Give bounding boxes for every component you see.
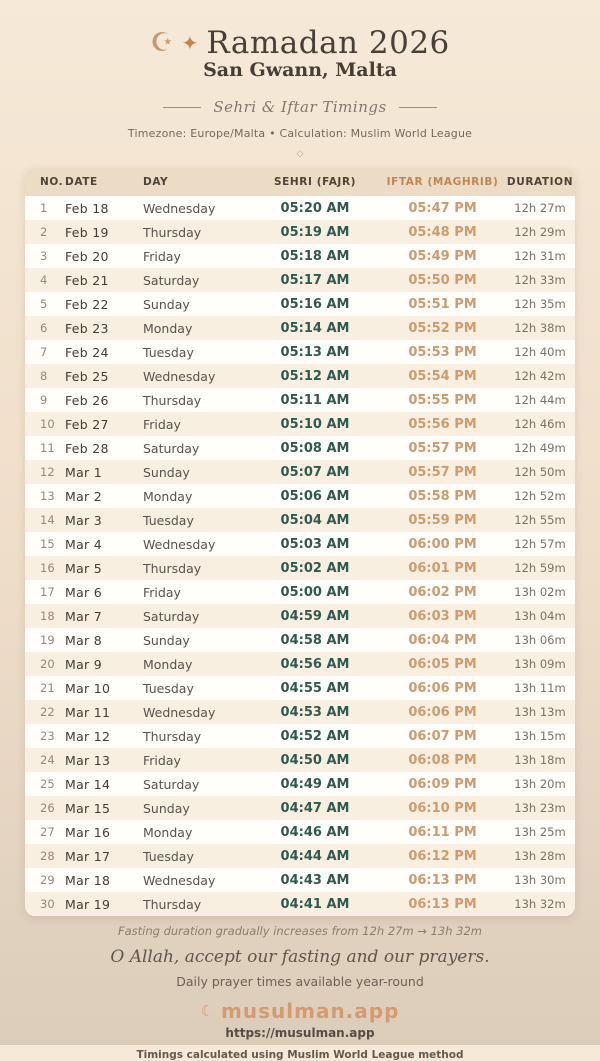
day-cell: Friday xyxy=(143,416,181,432)
date-cell: Mar 15 xyxy=(65,800,111,816)
duration-cell: 13h 18m xyxy=(514,753,566,767)
brand-line xyxy=(0,999,600,1023)
duration-cell: 12h 57m xyxy=(514,537,566,551)
duration-cell: 12h 38m xyxy=(514,321,566,335)
date-cell: Feb 26 xyxy=(65,392,109,408)
sehri-time-cell: 05:03 AM xyxy=(280,536,350,552)
date-cell: Mar 10 xyxy=(65,680,111,696)
row-number: 17 xyxy=(40,585,55,599)
iftar-time-cell: 05:57 PM xyxy=(408,440,477,456)
row-number: 9 xyxy=(40,393,48,407)
iftar-time-cell: 06:02 PM xyxy=(408,584,477,600)
day-cell: Sunday xyxy=(143,296,190,312)
sehri-time-cell: 04:41 AM xyxy=(280,896,350,912)
table-row xyxy=(25,412,575,436)
row-number: 1 xyxy=(40,201,48,215)
table-row xyxy=(25,532,575,556)
iftar-time-cell: 06:03 PM xyxy=(408,608,477,624)
iftar-time-cell: 06:04 PM xyxy=(408,632,477,648)
iftar-time-cell: 05:59 PM xyxy=(408,512,477,528)
date-cell: Feb 25 xyxy=(65,368,109,384)
duration-cell: 12h 46m xyxy=(514,417,566,431)
day-cell: Tuesday xyxy=(143,512,194,528)
day-cell: Monday xyxy=(143,824,193,840)
date-cell: Mar 11 xyxy=(65,704,111,720)
duration-cell: 13h 06m xyxy=(514,633,566,647)
method-note: Timings calculated using Muslim World League method xyxy=(136,1049,464,1061)
divider-right xyxy=(399,107,437,108)
sehri-time-cell: 04:49 AM xyxy=(280,776,350,792)
date-cell: Feb 27 xyxy=(65,416,109,432)
day-cell: Saturday xyxy=(143,608,200,624)
iftar-time-cell: 05:54 PM xyxy=(408,368,477,384)
col-header-day: DAY xyxy=(143,168,250,196)
row-number: 16 xyxy=(40,561,55,575)
day-cell: Friday xyxy=(143,752,181,768)
sehri-time-cell: 04:58 AM xyxy=(280,632,350,648)
row-number: 8 xyxy=(40,369,48,383)
table-row xyxy=(25,604,575,628)
iftar-time-cell: 05:51 PM xyxy=(408,296,477,312)
row-number: 4 xyxy=(40,273,48,287)
duration-cell: 13h 11m xyxy=(514,681,566,695)
crescent-star-icon: ☪ xyxy=(150,28,174,58)
iftar-time-cell: 06:09 PM xyxy=(408,776,477,792)
duration-cell: 13h 30m xyxy=(514,873,566,887)
day-cell: Wednesday xyxy=(143,704,216,720)
day-cell: Monday xyxy=(143,488,193,504)
col-header-duration: DURATION xyxy=(505,168,575,196)
iftar-time-cell: 06:12 PM xyxy=(408,848,477,864)
brand-name: musulman.app xyxy=(221,999,400,1023)
row-number: 20 xyxy=(40,657,55,671)
row-number: 6 xyxy=(40,321,48,335)
sehri-time-cell: 04:59 AM xyxy=(280,608,350,624)
table-row xyxy=(25,628,575,652)
iftar-time-cell: 05:58 PM xyxy=(408,488,477,504)
iftar-time-cell: 06:13 PM xyxy=(408,872,477,888)
table-row xyxy=(25,724,575,748)
iftar-time-cell: 05:56 PM xyxy=(408,416,477,432)
table-row xyxy=(25,244,575,268)
day-cell: Saturday xyxy=(143,440,200,456)
sehri-time-cell: 04:43 AM xyxy=(280,872,350,888)
row-number: 18 xyxy=(40,609,55,623)
date-cell: Mar 17 xyxy=(65,848,111,864)
row-number: 10 xyxy=(40,417,55,431)
table-row xyxy=(25,676,575,700)
duration-cell: 12h 40m xyxy=(514,345,566,359)
sehri-time-cell: 04:56 AM xyxy=(280,656,350,672)
duration-cell: 12h 29m xyxy=(514,225,566,239)
date-cell: Feb 19 xyxy=(65,224,109,240)
duration-cell: 13h 09m xyxy=(514,657,566,671)
iftar-time-cell: 05:57 PM xyxy=(408,464,477,480)
sehri-time-cell: 05:17 AM xyxy=(280,272,350,288)
sehri-time-cell: 05:04 AM xyxy=(280,512,350,528)
iftar-time-cell: 05:55 PM xyxy=(408,392,477,408)
sehri-time-cell: 05:08 AM xyxy=(280,440,350,456)
table-row xyxy=(25,460,575,484)
row-number: 29 xyxy=(40,873,55,887)
day-cell: Thursday xyxy=(143,560,202,576)
duration-cell: 13h 23m xyxy=(514,801,566,815)
brand-url: https://musulman.app xyxy=(225,1026,375,1040)
row-number: 21 xyxy=(40,681,55,695)
sparkle-icon: ✦ xyxy=(181,31,199,55)
sehri-time-cell: 05:07 AM xyxy=(280,464,350,480)
table-row xyxy=(25,364,575,388)
sehri-time-cell: 05:14 AM xyxy=(280,320,350,336)
iftar-time-cell: 06:11 PM xyxy=(408,824,477,840)
date-cell: Mar 5 xyxy=(65,560,103,576)
day-cell: Thursday xyxy=(143,728,202,744)
row-number: 25 xyxy=(40,777,55,791)
date-cell: Mar 6 xyxy=(65,584,103,600)
page-title: Ramadan 2026 xyxy=(206,25,450,61)
day-cell: Monday xyxy=(143,656,193,672)
duration-cell: 13h 02m xyxy=(514,585,566,599)
table-row xyxy=(25,484,575,508)
date-cell: Mar 13 xyxy=(65,752,111,768)
sehri-time-cell: 05:11 AM xyxy=(280,392,350,408)
iftar-time-cell: 06:13 PM xyxy=(408,896,477,912)
day-cell: Thursday xyxy=(143,896,202,912)
duration-cell: 12h 59m xyxy=(514,561,566,575)
iftar-time-cell: 06:08 PM xyxy=(408,752,477,768)
date-cell: Feb 18 xyxy=(65,200,109,216)
table-row xyxy=(25,220,575,244)
iftar-time-cell: 06:07 PM xyxy=(408,728,477,744)
date-cell: Feb 21 xyxy=(65,272,109,288)
timings-table xyxy=(25,168,575,916)
timezone-calculation-meta: Timezone: Europe/Malta • Calculation: Muslim World League xyxy=(127,127,473,140)
date-cell: Feb 20 xyxy=(65,248,109,264)
duration-cell: 13h 15m xyxy=(514,729,566,743)
duration-cell: 12h 50m xyxy=(514,465,566,479)
row-number: 15 xyxy=(40,537,55,551)
sehri-time-cell: 05:20 AM xyxy=(280,200,350,216)
date-cell: Mar 9 xyxy=(65,656,103,672)
date-cell: Feb 28 xyxy=(65,440,109,456)
table-row xyxy=(25,436,575,460)
day-cell: Saturday xyxy=(143,272,200,288)
sehri-time-cell: 05:16 AM xyxy=(280,296,350,312)
duration-cell: 13h 32m xyxy=(514,897,566,911)
col-header-sehri: SEHRI (FAJR) xyxy=(250,168,380,196)
duration-cell: 13h 13m xyxy=(514,705,566,719)
dua-text: O Allah, accept our fasting and our prayers. xyxy=(110,947,490,967)
table-row xyxy=(25,580,575,604)
sehri-time-cell: 04:50 AM xyxy=(280,752,350,768)
date-cell: Mar 4 xyxy=(65,536,103,552)
duration-cell: 12h 31m xyxy=(514,249,566,263)
duration-cell: 12h 42m xyxy=(514,369,566,383)
day-cell: Sunday xyxy=(143,464,190,480)
duration-cell: 12h 55m xyxy=(514,513,566,527)
table-row xyxy=(25,316,575,340)
row-number: 7 xyxy=(40,345,48,359)
date-cell: Mar 1 xyxy=(65,464,103,480)
day-cell: Friday xyxy=(143,584,181,600)
row-number: 3 xyxy=(40,249,48,263)
availability-note: Daily prayer times available year-round xyxy=(176,974,424,989)
date-cell: Mar 16 xyxy=(65,824,111,840)
duration-cell: 13h 04m xyxy=(514,609,566,623)
row-number: 26 xyxy=(40,801,55,815)
col-header-iftar: IFTAR (MAGHRIB) xyxy=(380,168,505,196)
date-cell: Feb 22 xyxy=(65,296,109,312)
duration-cell: 12h 44m xyxy=(514,393,566,407)
day-cell: Monday xyxy=(143,320,193,336)
row-number: 19 xyxy=(40,633,55,647)
row-number: 30 xyxy=(40,897,55,911)
col-header-no: NO. xyxy=(25,168,65,196)
table-header xyxy=(25,168,575,196)
duration-cell: 12h 49m xyxy=(514,441,566,455)
sehri-time-cell: 05:12 AM xyxy=(280,368,350,384)
duration-cell: 12h 35m xyxy=(514,297,566,311)
row-number: 2 xyxy=(40,225,48,239)
day-cell: Thursday xyxy=(143,392,202,408)
row-number: 14 xyxy=(40,513,55,527)
sehri-time-cell: 04:47 AM xyxy=(280,800,350,816)
iftar-time-cell: 05:53 PM xyxy=(408,344,477,360)
subtitle-row xyxy=(0,98,600,116)
table-row xyxy=(25,796,575,820)
timings-card xyxy=(25,168,575,916)
row-number: 27 xyxy=(40,825,55,839)
day-cell: Saturday xyxy=(143,776,200,792)
table-row xyxy=(25,844,575,868)
table-header-row xyxy=(25,168,575,196)
date-cell: Feb 24 xyxy=(65,344,109,360)
date-cell: Mar 14 xyxy=(65,776,111,792)
day-cell: Sunday xyxy=(143,632,190,648)
sehri-time-cell: 04:44 AM xyxy=(280,848,350,864)
iftar-time-cell: 05:50 PM xyxy=(408,272,477,288)
day-cell: Wednesday xyxy=(143,872,216,888)
duration-cell: 12h 33m xyxy=(514,273,566,287)
sehri-time-cell: 05:10 AM xyxy=(280,416,350,432)
iftar-time-cell: 05:49 PM xyxy=(408,248,477,264)
sehri-time-cell: 04:55 AM xyxy=(280,680,350,696)
table-body xyxy=(25,196,575,916)
date-cell: Mar 12 xyxy=(65,728,111,744)
table-row xyxy=(25,868,575,892)
duration-cell: 13h 25m xyxy=(514,825,566,839)
date-cell: Mar 18 xyxy=(65,872,111,888)
table-row xyxy=(25,700,575,724)
day-cell: Wednesday xyxy=(143,368,216,384)
table-row xyxy=(25,556,575,580)
sehri-time-cell: 05:06 AM xyxy=(280,488,350,504)
iftar-time-cell: 05:52 PM xyxy=(408,320,477,336)
header xyxy=(0,25,600,159)
location-subtitle: San Gwann, Malta xyxy=(203,59,397,81)
iftar-time-cell: 06:00 PM xyxy=(408,536,477,552)
iftar-time-cell: 06:06 PM xyxy=(408,680,477,696)
table-row xyxy=(25,820,575,844)
date-cell: Feb 23 xyxy=(65,320,109,336)
day-cell: Thursday xyxy=(143,224,202,240)
table-row xyxy=(25,772,575,796)
row-number: 22 xyxy=(40,705,55,719)
table-row xyxy=(25,892,575,916)
sehri-time-cell: 05:13 AM xyxy=(280,344,350,360)
sehri-time-cell: 05:00 AM xyxy=(280,584,350,600)
row-number: 12 xyxy=(40,465,55,479)
date-cell: Mar 8 xyxy=(65,632,103,648)
sehri-time-cell: 05:18 AM xyxy=(280,248,350,264)
row-number: 28 xyxy=(40,849,55,863)
brand-crescent-icon: ☾ xyxy=(200,1002,215,1020)
table-row xyxy=(25,292,575,316)
date-cell: Mar 3 xyxy=(65,512,103,528)
day-cell: Wednesday xyxy=(143,536,216,552)
iftar-time-cell: 05:47 PM xyxy=(408,200,477,216)
row-number: 24 xyxy=(40,753,55,767)
iftar-time-cell: 05:48 PM xyxy=(408,224,477,240)
table-row xyxy=(25,748,575,772)
table-row xyxy=(25,508,575,532)
sehri-time-cell: 04:46 AM xyxy=(280,824,350,840)
title-line xyxy=(0,25,600,61)
duration-cell: 12h 27m xyxy=(514,201,566,215)
sehri-time-cell: 05:02 AM xyxy=(280,560,350,576)
col-header-date: DATE xyxy=(65,168,143,196)
duration-cell: 13h 20m xyxy=(514,777,566,791)
diamond-ornament-icon: ◇ xyxy=(296,149,304,159)
day-cell: Tuesday xyxy=(143,680,194,696)
day-cell: Friday xyxy=(143,248,181,264)
duration-cell: 13h 28m xyxy=(514,849,566,863)
iftar-time-cell: 06:05 PM xyxy=(408,656,477,672)
row-number: 13 xyxy=(40,489,55,503)
row-number: 11 xyxy=(40,441,55,455)
day-cell: Tuesday xyxy=(143,848,194,864)
sehri-time-cell: 04:53 AM xyxy=(280,704,350,720)
table-row xyxy=(25,268,575,292)
divider-left xyxy=(163,107,201,108)
duration-cell: 12h 52m xyxy=(514,489,566,503)
day-cell: Sunday xyxy=(143,800,190,816)
row-number: 23 xyxy=(40,729,55,743)
timings-subtitle: Sehri & Iftar Timings xyxy=(213,98,387,116)
footer xyxy=(0,924,600,1061)
date-cell: Mar 2 xyxy=(65,488,103,504)
iftar-time-cell: 06:10 PM xyxy=(408,800,477,816)
iftar-time-cell: 06:06 PM xyxy=(408,704,477,720)
day-cell: Wednesday xyxy=(143,200,216,216)
date-cell: Mar 7 xyxy=(65,608,103,624)
table-row xyxy=(25,196,575,220)
table-row xyxy=(25,652,575,676)
day-cell: Tuesday xyxy=(143,344,194,360)
date-cell: Mar 19 xyxy=(65,896,111,912)
duration-trend-note: Fasting duration gradually increases from 12h 27m → 13h 32m xyxy=(117,924,483,938)
iftar-time-cell: 06:01 PM xyxy=(408,560,477,576)
sehri-time-cell: 04:52 AM xyxy=(280,728,350,744)
row-number: 5 xyxy=(40,297,48,311)
sehri-time-cell: 05:19 AM xyxy=(280,224,350,240)
table-row xyxy=(25,340,575,364)
table-row xyxy=(25,388,575,412)
